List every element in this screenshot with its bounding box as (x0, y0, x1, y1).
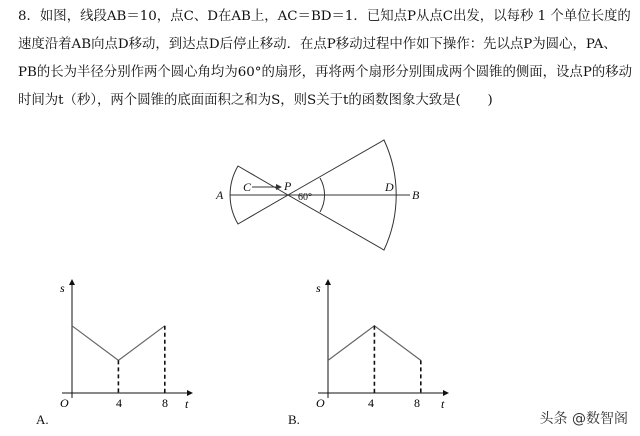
label-d: D (385, 180, 394, 194)
graph-a-curve (72, 326, 165, 393)
graph-b-origin: O (316, 396, 325, 410)
graph-b-y-arrow (325, 279, 331, 285)
graph-b-curve (328, 326, 421, 393)
graph-a (60, 279, 193, 411)
graph-a-y-arrow (69, 279, 75, 285)
graph-b-x-arrow (443, 390, 449, 396)
label-angle: 60° (298, 192, 312, 203)
geometry-figure (230, 140, 410, 250)
graph-b-y-label: s (316, 281, 321, 295)
label-c: C (243, 180, 252, 194)
graph-a-origin: O (60, 396, 69, 410)
geometry-labels (215, 179, 420, 203)
question-line-4: 时间为t（秒），两个圆锥的底面面积之和为S，则S关于t的函数图象大致是( ) (18, 93, 493, 108)
graph-a-tick-8: 8 (162, 396, 168, 410)
label-p: P (284, 179, 292, 193)
label-a: A (216, 188, 224, 202)
graph-a-curve-line (72, 326, 165, 361)
graph-a-tick-4: 4 (116, 396, 122, 410)
graph-a-x-arrow (187, 390, 193, 396)
graph-b-tick-4: 4 (368, 396, 374, 410)
motion-arrow-head (276, 184, 282, 190)
label-b: B (412, 188, 420, 202)
option-b-label[interactable]: B. (288, 412, 300, 427)
question-line-3: PB的长为半径分别作两个圆心角均为60°的扇形，再将两个扇形分别围成两个圆锥的侧面，设点P的移动 (18, 65, 632, 80)
graph-b (316, 279, 449, 411)
graph-a-x-label: t (185, 397, 189, 411)
question-line-2: 速度沿着AB向点D移动，到达点D后停止移动．在点P移动过程中作如下操作：先以点P为圆心，PA、 (18, 37, 617, 52)
graph-a-y-label: s (60, 281, 65, 295)
watermark-text: 头条 @数智阁 (539, 411, 628, 427)
option-a-label[interactable]: A. (36, 412, 49, 427)
graph-b-tick-8: 8 (414, 396, 420, 410)
graph-b-x-label: t (441, 397, 445, 411)
question-line-1: 8．如图，线段AB＝10，点C、D在AB上，AC＝BD＝1．已知点P从点C出发，以每秒 1 个单位长度的 (18, 9, 631, 24)
